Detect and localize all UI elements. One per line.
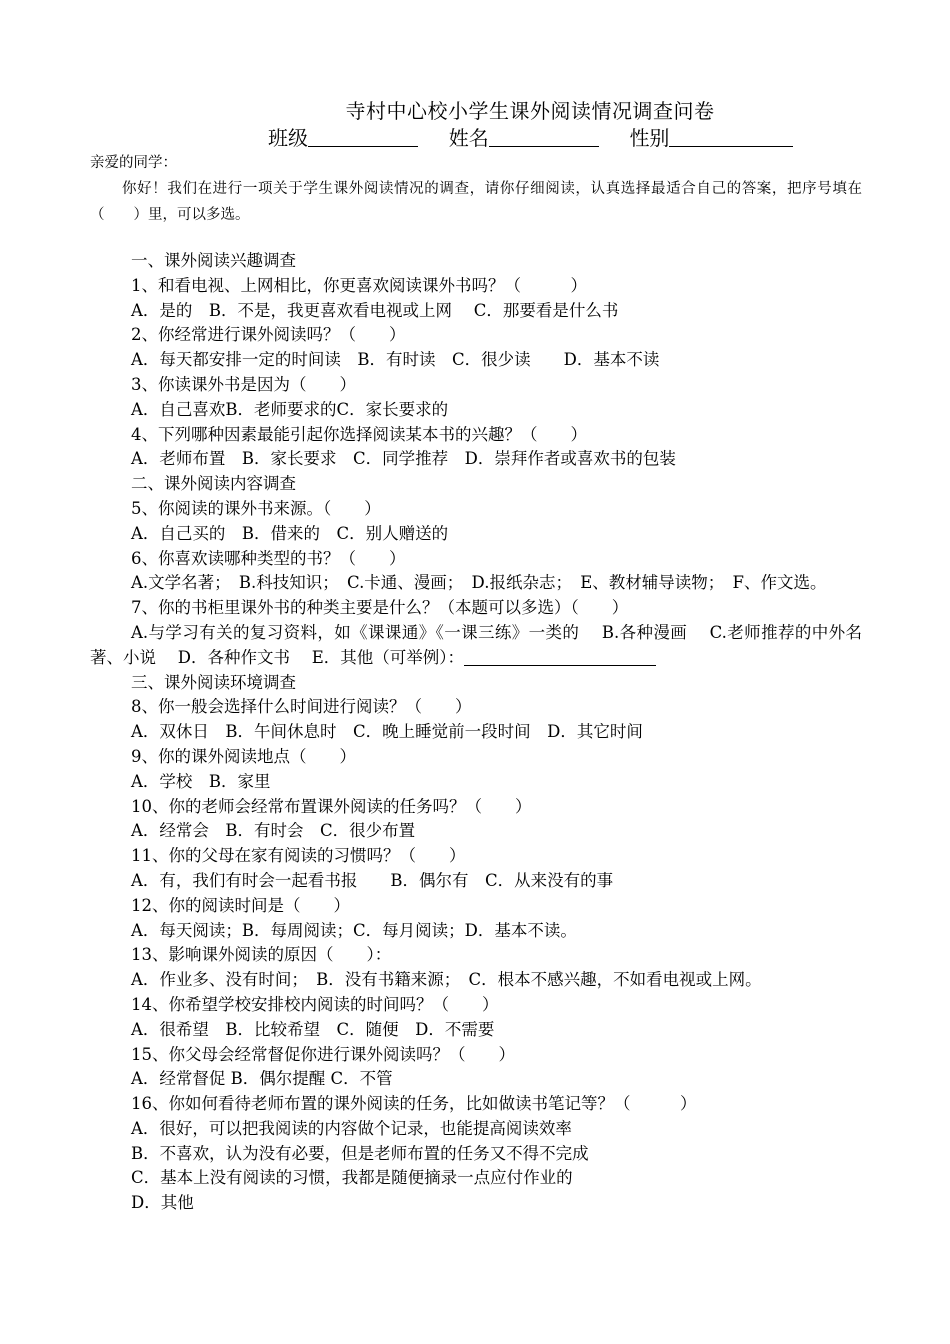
question-line (90, 993, 862, 1018)
line-text: 8、你一般会选择什么时间进行阅读？（ ） (131, 697, 472, 717)
line-text: 5、你阅读的课外书来源。（ ） (131, 498, 381, 518)
class-label: 班级 (268, 126, 308, 150)
line-text: A.与学习有关的复习资料，如《课课通》《一课三练》一类的 B.各种漫画 C.老师推荐的中外名著、小说 D．各种作文书 E．其他（可举例）： (90, 622, 862, 667)
line-text: A．自己买的 B．借来的 C．别人赠送的 (131, 523, 449, 543)
line-text: 3、你读课外书是因为（ ） (131, 374, 356, 394)
class-blank[interactable] (308, 124, 418, 147)
line-text: A．学校 B．家里 (131, 771, 271, 791)
question-line (90, 943, 862, 968)
line-text: 16、你如何看待老师布置的课外阅读的任务，比如做读书笔记等？（ ） (131, 1094, 697, 1114)
question-line (90, 695, 862, 720)
question-line (90, 621, 862, 671)
line-text: A．每天阅读；B．每周阅读；C．每月阅读；D．基本不读。 (131, 920, 577, 940)
question-line (90, 398, 862, 423)
question-line (90, 819, 862, 844)
line-text: 9、你的课外阅读地点（ ） (131, 746, 356, 766)
line-text: 10、你的老师会经常布置课外阅读的任务吗？（ ） (131, 796, 532, 816)
line-text: 15、你父母会经常督促你进行课外阅读吗？（ ） (131, 1044, 515, 1064)
line-text: A.文学名著； B.科技知识； C.卡通、漫画； D.报纸杂志； E、教材辅导读物； F、作文选。 (131, 573, 827, 593)
line-text: 三、课外阅读环境调查 (131, 672, 296, 692)
question-line (90, 968, 862, 993)
line-text: A．每天都安排一定的时间读 B．有时读 C．很少读 D．基本不读 (131, 350, 660, 370)
line-text: 一、课外阅读兴趣调查 (131, 251, 296, 270)
line-text: C．基本上没有阅读的习惯，我都是随便摘录一点应付作业的 (131, 1168, 573, 1188)
question-line (90, 1142, 862, 1167)
question-line (90, 249, 862, 274)
question-line (90, 1191, 862, 1216)
line-text: 4、下列哪种因素最能引起你选择阅读某本书的兴趣？（ ） (131, 424, 587, 444)
question-line (90, 1117, 862, 1142)
line-text: 13、影响课外阅读的原因（ ）： (131, 945, 392, 965)
line-text: 12、你的阅读时间是（ ） (131, 895, 350, 915)
question-line (90, 919, 862, 944)
line-text: A．老师布置 B．家长要求 C．同学推荐 D．崇拜作者或喜欢书的包装 (131, 449, 676, 469)
question-line (90, 795, 862, 820)
name-label: 姓名 (448, 126, 489, 150)
line-text: A．有，我们有时会一起看书报 B．偶尔有 C．从来没有的事 (131, 870, 614, 890)
line-text: D．其他 (131, 1193, 194, 1213)
question-line (90, 547, 862, 572)
title-text: 寺村中心校小学生课外阅读情况调查问卷 (345, 99, 715, 123)
line-text: 7、你的书柜里课外书的种类主要是什么？（本题可以多选）（ ） (131, 598, 629, 618)
student-info-fields (268, 124, 793, 152)
question-line (90, 1067, 862, 1092)
question-line (90, 373, 862, 398)
line-text: A．很希望 B．比较希望 C．随便 D．不需要 (131, 1019, 495, 1039)
question-line (90, 671, 862, 696)
question-line (90, 571, 862, 596)
gender-label: 性别 (629, 126, 670, 150)
gender-blank[interactable] (669, 124, 793, 147)
question-line (90, 894, 862, 919)
line-text: A．很好，可以把我阅读的内容做个记录，也能提高阅读效率 (131, 1118, 572, 1138)
line-text: A．经常督促 B．偶尔提醒 C．不管 (131, 1069, 393, 1089)
line-text: 2、你经常进行课外阅读吗？（ ） (131, 325, 406, 345)
question-line (90, 1166, 862, 1191)
question-line (90, 1018, 862, 1043)
question-line (90, 423, 862, 448)
line-text: 1、和看电视、上网相比，你更喜欢阅读课外书吗？（ ） (131, 275, 587, 295)
line-text: A．经常会 B．有时会 C．很少布置 (131, 821, 416, 841)
question-line (90, 844, 862, 869)
line-text: B．不喜欢，认为没有必要，但是老师布置的任务又不得不完成 (131, 1143, 589, 1163)
question-line (90, 274, 862, 299)
intro-paragraph: 你好！我们在进行一项关于学生课外阅读情况的调查，请你仔细阅读，认真选择最适合自己的答案，把序号填在（ ）里，可以多选。 (90, 181, 862, 223)
line-text: A．是的 B．不是，我更喜欢看电视或上网 C．那要看是什么书 (131, 300, 619, 320)
question-line (90, 472, 862, 497)
greeting: 亲爱的同学： (90, 155, 177, 171)
question-line (90, 497, 862, 522)
line-text: A．作业多、没有时间； B．没有书籍来源； C．根本不感兴趣，不如看电视或上网。 (131, 970, 762, 990)
line-text: A．自己喜欢B．老师要求的C．家长要求的 (131, 399, 449, 419)
other-answer-blank[interactable] (464, 647, 656, 666)
question-line (90, 1043, 862, 1068)
question-line (90, 720, 862, 745)
question-line (90, 348, 862, 373)
question-list (90, 249, 862, 1216)
name-blank[interactable] (489, 124, 599, 147)
line-text: A．双休日 B．午间休息时 C．晚上睡觉前一段时间 D．其它时间 (131, 722, 643, 742)
line-text: 14、你希望学校安排校内阅读的时间吗？（ ） (131, 994, 499, 1014)
question-line (90, 323, 862, 348)
question-line (90, 299, 862, 324)
question-line (90, 1092, 862, 1117)
question-line (90, 447, 862, 472)
question-line (90, 770, 862, 795)
question-line (90, 869, 862, 894)
question-line (90, 596, 862, 621)
page-title (0, 98, 950, 124)
line-text: 11、你的父母在家有阅读的习惯吗？（ ） (131, 846, 466, 866)
question-line (90, 522, 862, 547)
question-line (90, 745, 862, 770)
line-text: 二、课外阅读内容调查 (131, 474, 296, 494)
line-text: 6、你喜欢读哪种类型的书？（ ） (131, 548, 406, 568)
